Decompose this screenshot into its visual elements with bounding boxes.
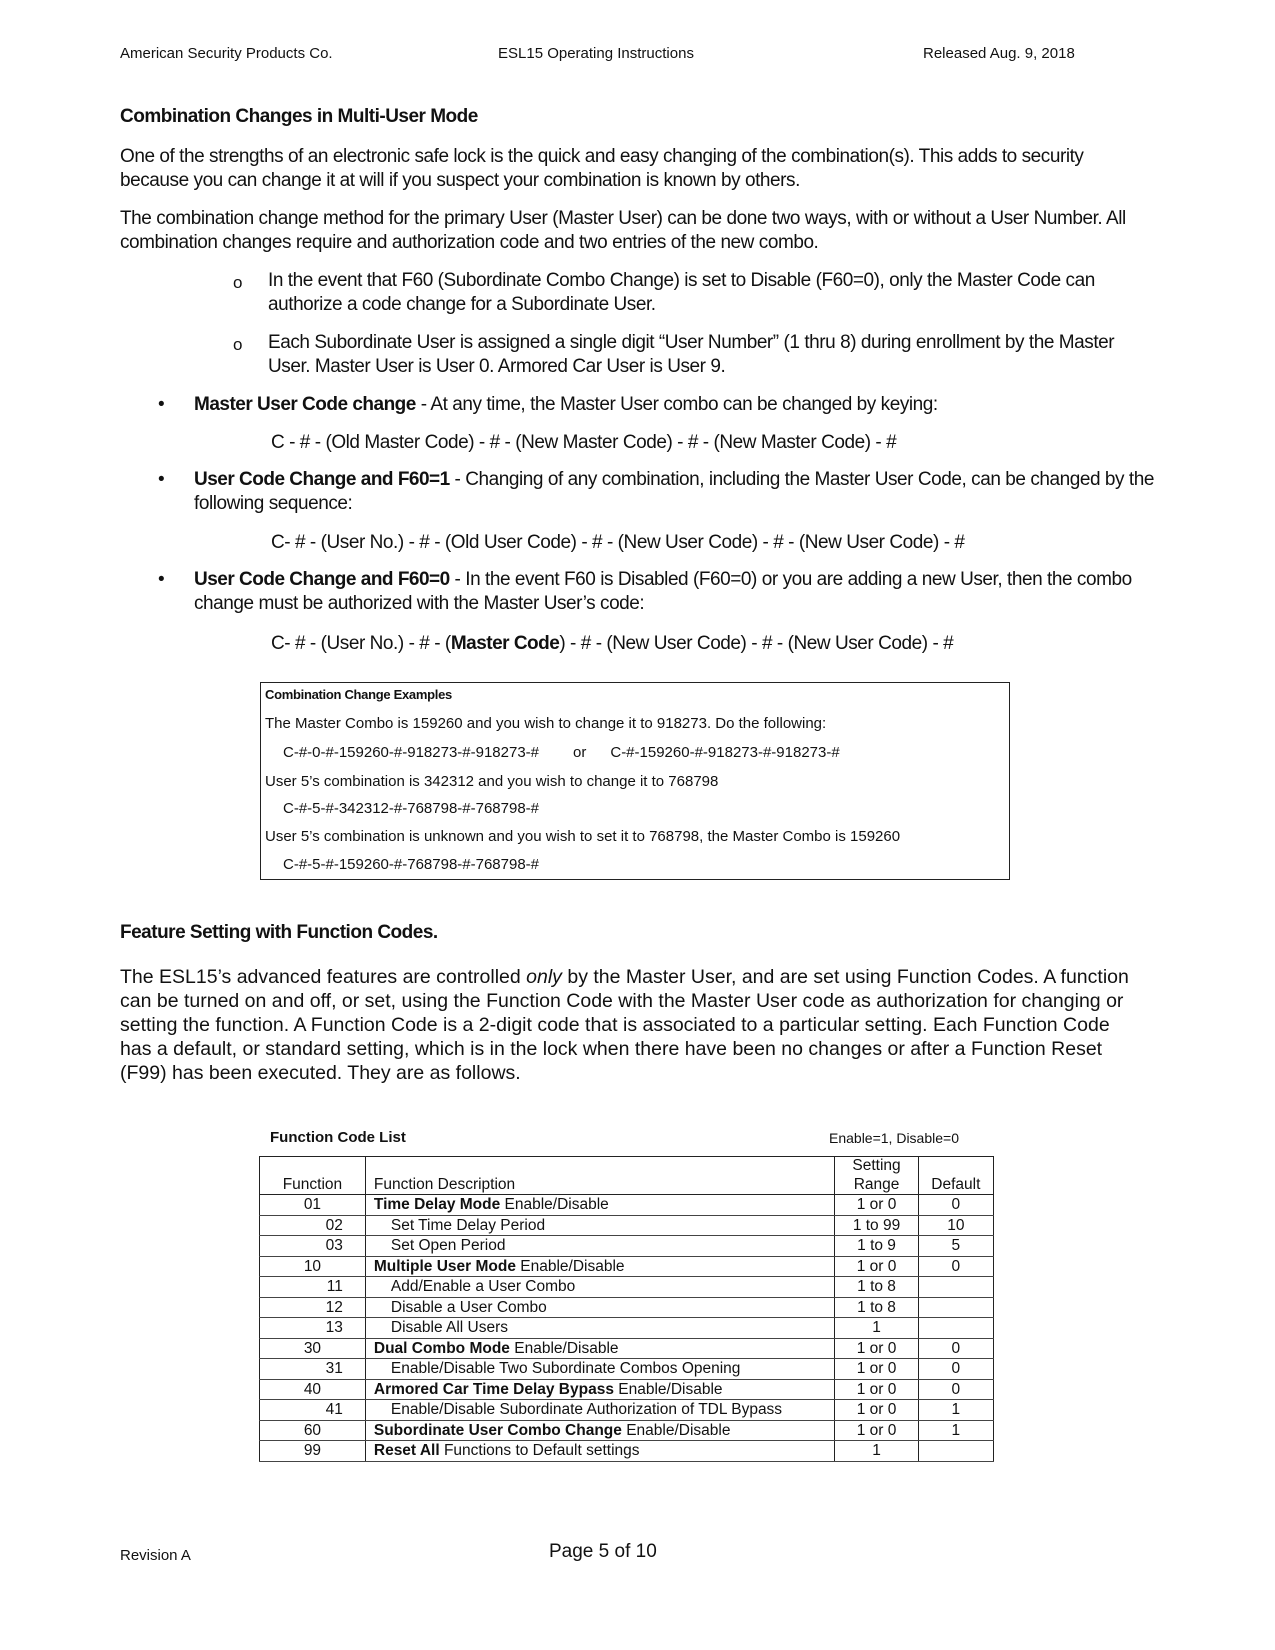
section-heading-combination-changes: Combination Changes in Multi-User Mode [120,106,478,127]
bullet-marker: • [158,569,165,590]
sub-bullet-text: Each Subordinate User is assigned a single digit “User Number” (1 thru 8) during enrollment by the Master User. Master User is User 0. Armored Car User is User 9. [268,332,1115,377]
bullet-label: User Code Change and F60=1 [194,469,450,490]
table-row [260,1400,994,1421]
cell-setting-range: 1 or 0 [835,1400,918,1421]
cell-description: Enable/Disable Subordinate Authorization of TDL Bypass [365,1400,835,1421]
cell-description: Multiple User Mode Enable/Disable [365,1256,835,1277]
cell-default: 0 [918,1359,993,1380]
footer-page-number: Page 5 of 10 [549,1541,657,1562]
cell-function-code: 60 [260,1420,366,1441]
footer-revision: Revision A [120,1547,191,1564]
example-code: C-#-5-#-159260-#-768798-#-768798-# [283,856,540,873]
cell-default: 1 [918,1400,993,1421]
header-company: American Security Products Co. [120,45,333,62]
table-row [260,1215,994,1236]
function-code-table [259,1156,994,1462]
table-row [260,1441,994,1462]
paragraph-function-codes: The ESL15’s advanced features are controlled only by the Master User, and are set using Function Codes. A function can be turned on and off, or set, using the Function Code with the Master User code as authorization for changing or setting the function. A Function Code is a 2-digit code that is associated to a particular setting. Each Function Code has a default, or standard setting, which is in the lock when there have been no changes or after a Function Reset (F99) has been executed. They are as follows. [120,966,1129,1084]
cell-function-code: 13 [260,1318,366,1339]
cell-setting-range: 1 to 9 [835,1236,918,1257]
cell-setting-range: 1 or 0 [835,1338,918,1359]
cell-description: Disable a User Combo [365,1297,835,1318]
sub-bullet-text: In the event that F60 (Subordinate Combo Change) is set to Disable (F60=0), only the Master Code can authorize a code change for a Subordinate User. [268,270,1095,315]
example-line: User 5’s combination is 342312 and you wish to change it to 768798 [265,773,719,790]
bullet-label: Master User Code change [194,394,416,415]
cell-description: Set Time Delay Period [365,1215,835,1236]
cell-setting-range: 1 or 0 [835,1256,918,1277]
combination-examples-box [260,682,1010,880]
example-line: The Master Combo is 159260 and you wish to change it to 918273. Do the following: [265,715,827,732]
master-code-emphasis: Master Code [450,633,560,654]
bullet-text: - Changing of any combination, including the Master User Code, can be changed by the following sequence: [194,469,1154,514]
cell-default: 0 [918,1256,993,1277]
cell-default: 5 [918,1236,993,1257]
cell-default: 0 [918,1195,993,1216]
bullet-text: - In the event F60 is Disabled (F60=0) or you are adding a new User, then the combo change must be authorized with the Master User’s code: [194,569,1132,614]
example-or: or [573,744,587,761]
cell-description: Add/Enable a User Combo [365,1277,835,1298]
table-header-row [260,1157,994,1195]
cell-default: 0 [918,1379,993,1400]
bullet-marker: • [158,469,165,490]
cell-default: 10 [918,1215,993,1236]
cell-setting-range: 1 or 0 [835,1379,918,1400]
cell-function-code: 11 [260,1277,366,1298]
cell-default [918,1441,993,1462]
cell-setting-range: 1 or 0 [835,1359,918,1380]
key-sequence: C - # - (Old Master Code) - # - (New Master Code) - # - (New Master Code) - # [271,432,897,453]
example-code: C-#-0-#-159260-#-918273-#-918273-# or C-#-159260-#-918273-#-918273-# [283,744,840,761]
cell-default [918,1277,993,1298]
header-function: Function [260,1157,366,1195]
cell-setting-range: 1 to 8 [835,1297,918,1318]
cell-function-code: 30 [260,1338,366,1359]
header-doc-title: ESL15 Operating Instructions [498,45,694,62]
cell-function-code: 03 [260,1236,366,1257]
function-table-title: Function Code List [270,1129,406,1146]
cell-function-code: 02 [260,1215,366,1236]
cell-setting-range: 1 [835,1441,918,1462]
cell-default [918,1297,993,1318]
header-setting-range: Setting Range [835,1157,918,1195]
bullet-label: User Code Change and F60=0 [194,569,450,590]
table-row [260,1359,994,1380]
cell-setting-range: 1 [835,1318,918,1339]
table-row [260,1379,994,1400]
paragraph-method: The combination change method for the primary User (Master User) can be done two ways, with or without a User Number. All combination changes require and authorization code and two entries of the new combo. [120,208,1126,253]
cell-description: Set Open Period [365,1236,835,1257]
cell-function-code: 10 [260,1256,366,1277]
table-row [260,1297,994,1318]
cell-default [918,1318,993,1339]
cell-function-code: 41 [260,1400,366,1421]
table-row [260,1420,994,1441]
cell-function-code: 99 [260,1441,366,1462]
cell-description: Reset All Functions to Default settings [365,1441,835,1462]
cell-description: Armored Car Time Delay Bypass Enable/Disable [365,1379,835,1400]
table-row [260,1236,994,1257]
cell-description: Dual Combo Mode Enable/Disable [365,1338,835,1359]
cell-description: Disable All Users [365,1318,835,1339]
cell-description: Enable/Disable Two Subordinate Combos Opening [365,1359,835,1380]
key-sequence: C- # - (User No.) - # - (Master Code) - # - (New User Code) - # - (New User Code) - # [271,633,954,654]
table-row [260,1338,994,1359]
cell-function-code: 01 [260,1195,366,1216]
cell-function-code: 40 [260,1379,366,1400]
sub-bullet-marker: o [233,273,243,292]
cell-setting-range: 1 or 0 [835,1420,918,1441]
header-default: Default [918,1157,993,1195]
function-table-legend: Enable=1, Disable=0 [829,1130,959,1146]
cell-default: 0 [918,1338,993,1359]
cell-setting-range: 1 to 99 [835,1215,918,1236]
bullet-marker: • [158,394,165,415]
cell-function-code: 12 [260,1297,366,1318]
bullet-text: - At any time, the Master User combo can be changed by keying: [415,394,938,415]
table-row [260,1277,994,1298]
cell-default: 1 [918,1420,993,1441]
table-row [260,1256,994,1277]
example-code: C-#-5-#-342312-#-768798-#-768798-# [283,800,540,817]
cell-setting-range: 1 to 8 [835,1277,918,1298]
paragraph-intro: One of the strengths of an electronic safe lock is the quick and easy changing of the combination(s). This adds to security because you can change it at will if you suspect your combination is known by others. [120,146,1084,191]
table-row [260,1318,994,1339]
header-release-date: Released Aug. 9, 2018 [923,45,1075,62]
cell-description: Time Delay Mode Enable/Disable [365,1195,835,1216]
cell-setting-range: 1 or 0 [835,1195,918,1216]
key-sequence: C- # - (User No.) - # - (Old User Code) - # - (New User Code) - # - (New User Code) - # [271,532,965,553]
cell-description: Subordinate User Combo Change Enable/Disable [365,1420,835,1441]
header-description: Function Description [365,1157,835,1195]
sub-bullet-marker: o [233,335,243,354]
examples-heading: Combination Change Examples [265,687,452,702]
cell-function-code: 31 [260,1359,366,1380]
section-heading-feature-setting: Feature Setting with Function Codes. [120,922,438,943]
example-line: User 5’s combination is unknown and you wish to set it to 768798, the Master Combo is 159260 [265,828,901,845]
table-row [260,1195,994,1216]
